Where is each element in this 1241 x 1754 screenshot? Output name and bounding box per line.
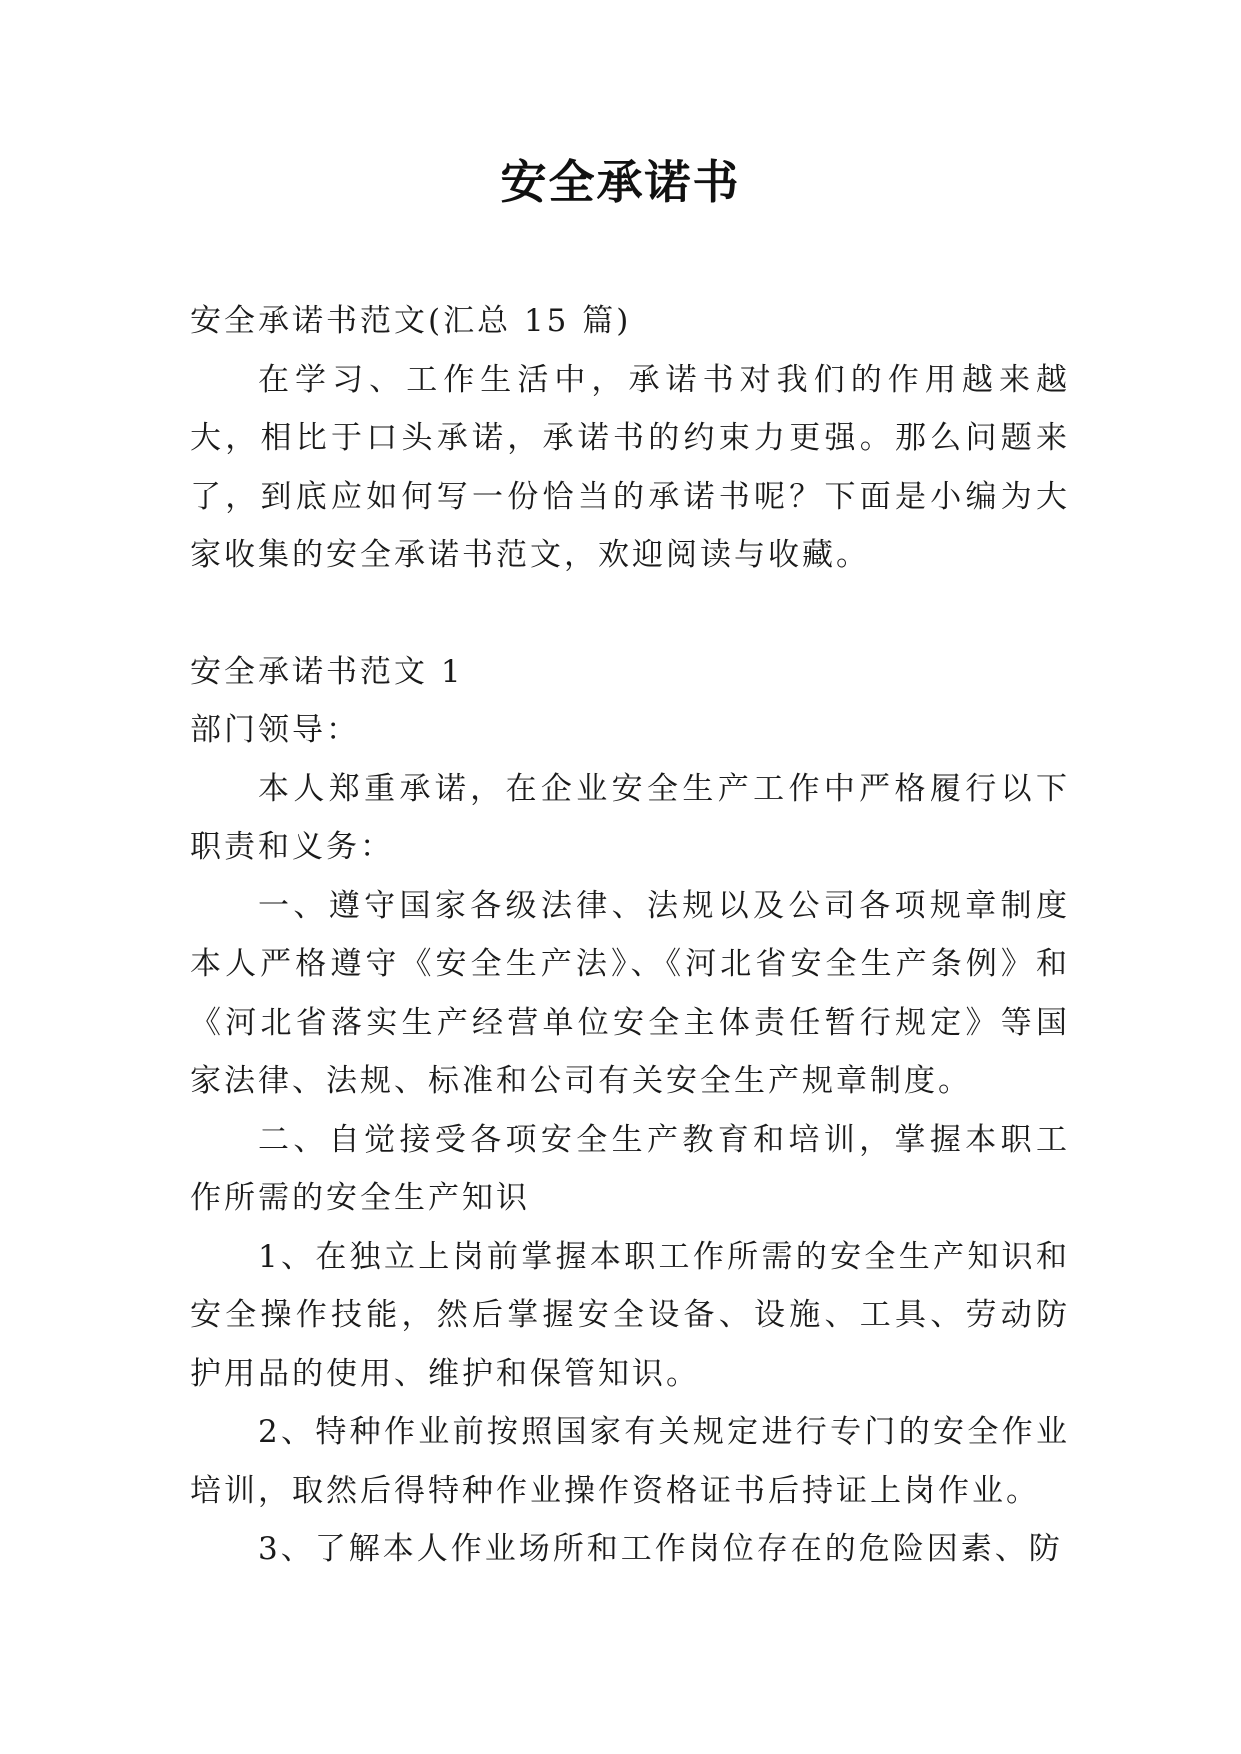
body-paragraph-3: 二、自觉接受各项安全生产教育和培训，掌握本职工作所需的安全生产知识	[190, 1121, 1070, 1216]
salutation: 部门领导：	[190, 712, 360, 748]
section-heading: 安全承诺书范文 1	[190, 653, 464, 690]
body-paragraph-2: 一、遵守国家各级法律、法规以及公司各项规章制度本人严格遵守《安全生产法》、《河北省安全生产条例》和《河北省落实生产经营单位安全主体责任暂行规定》等国家法律、法规、标准和公司有关安全生产规章制度。	[190, 887, 1070, 1099]
subtitle: 安全承诺书范文(汇总 15 篇)	[190, 303, 632, 339]
intro-paragraph: 在学习、工作生活中，承诺书对我们的作用越来越大，相比于口头承诺，承诺书的约束力更强。那么问题来了，到底应如何写一份恰当的承诺书呢？下面是小编为大家收集的安全承诺书范文，欢迎阅读与收藏。	[190, 361, 1070, 573]
document-body	[190, 292, 1070, 1579]
paragraph-gap	[190, 585, 1070, 643]
body-paragraph-4: 1、在独立上岗前掌握本职工作所需的安全生产知识和安全操作技能，然后掌握安全设备、设施、工具、劳动防护用品的使用、维护和保管知识。	[190, 1238, 1070, 1392]
document-title: 安全承诺书	[500, 155, 741, 209]
body-paragraph-1: 本人郑重承诺，在企业安全生产工作中严格履行以下职责和义务：	[190, 770, 1070, 865]
body-paragraph-5: 2、特种作业前按照国家有关规定进行专门的安全作业培训，取然后得特种作业操作资格证书后持证上岗作业。	[190, 1414, 1070, 1509]
body-paragraph-6: 3、了解本人作业场所和工作岗位存在的危险因素、防	[258, 1531, 1063, 1567]
